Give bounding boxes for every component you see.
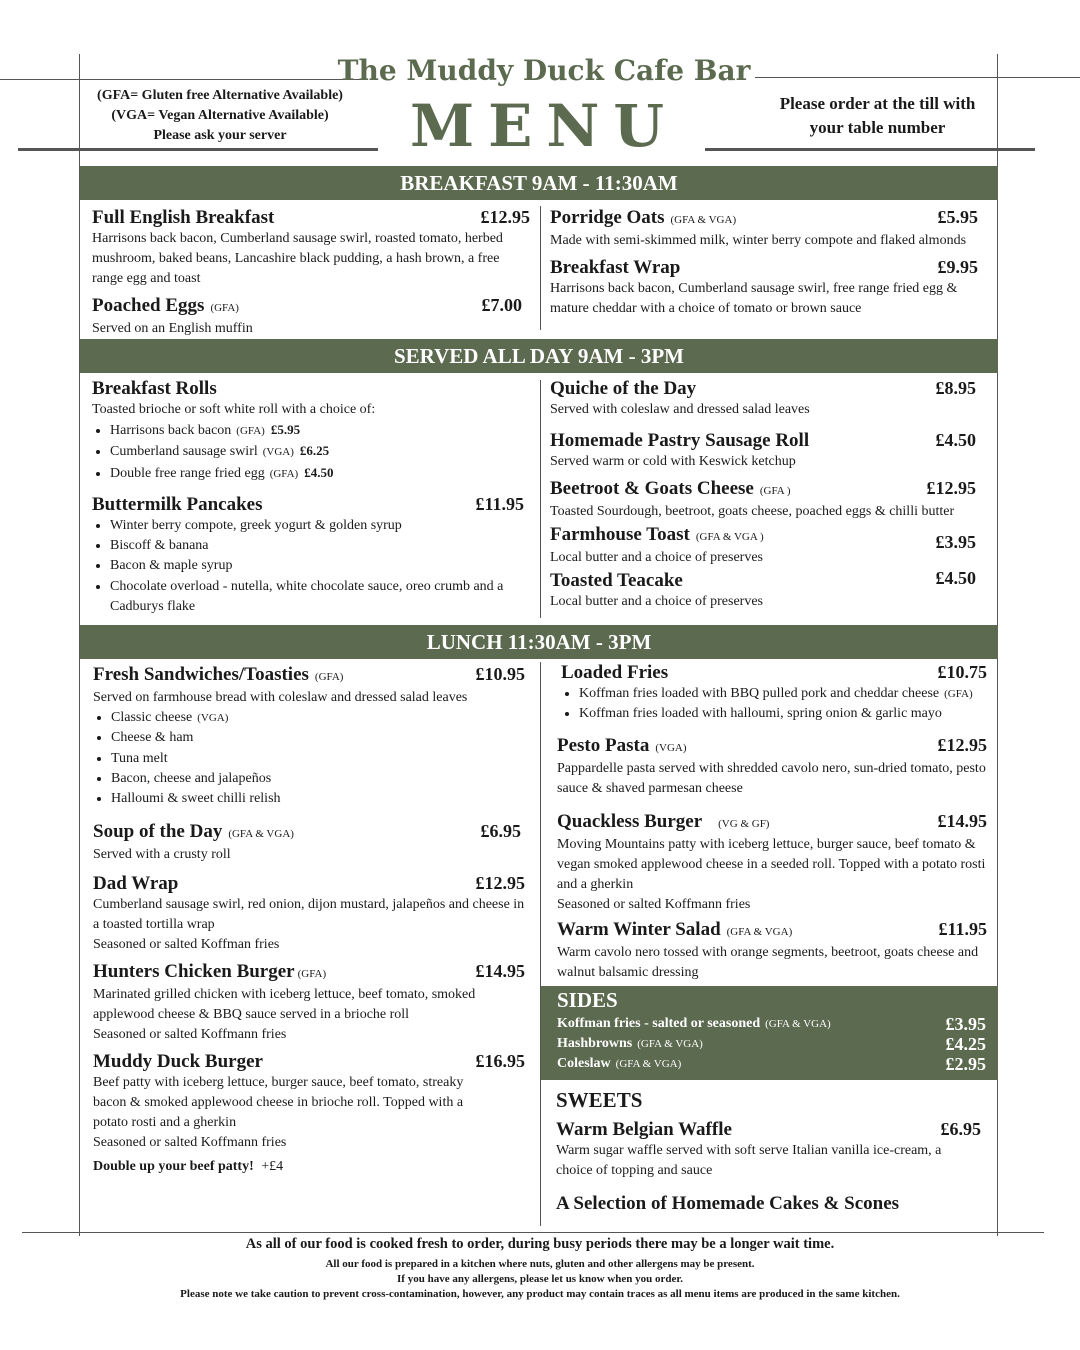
item-description: Made with semi-skimmed milk, winter berry compote and flaked almonds bbox=[550, 233, 967, 248]
menu-item-hunters-chicken-burger bbox=[93, 961, 525, 1045]
vga-note: (VGA= Vegan Alternative Available) bbox=[111, 108, 329, 123]
item-price: £7.00 bbox=[481, 295, 522, 315]
order-at-till-note: Please order at the till with bbox=[779, 94, 976, 113]
header-left-notes bbox=[80, 86, 360, 146]
menu-item-porridge-oats bbox=[550, 207, 978, 251]
option-price: £4.50 bbox=[304, 464, 334, 480]
item-name: Breakfast Rolls bbox=[92, 378, 217, 399]
allday-right-column bbox=[550, 378, 976, 618]
footer-allergen-ask: If you have any allergens, please let us know when you order. bbox=[397, 1273, 683, 1285]
menu-item-loaded-fries bbox=[557, 662, 987, 725]
item-name: Muddy Duck Burger bbox=[93, 1051, 263, 1073]
item-name: Soup of the Day bbox=[93, 821, 223, 843]
item-extra: Seasoned or salted Koffman fries bbox=[93, 937, 280, 953]
menu-item-beetroot-goats-cheese bbox=[550, 478, 976, 522]
list-item: • Biscoff & banana bbox=[110, 536, 524, 556]
item-name: Homemade Pastry Sausage Roll bbox=[550, 430, 810, 451]
list-item: • Koffman fries loaded with halloumi, spring onion & garlic mayo bbox=[579, 704, 987, 724]
list-item: • Cheese & ham bbox=[111, 728, 525, 748]
item-name: Warm Belgian Waffle bbox=[556, 1119, 732, 1140]
item-description: Harrisons back bacon, Cumberland sausage swirl, free range fried egg & mature cheddar with a choice of tomato or brown sauce bbox=[550, 281, 958, 316]
menu-item-sandwiches bbox=[93, 664, 525, 809]
list-item: • Classic cheese (VGA) bbox=[111, 708, 525, 728]
item-price: £10.95 bbox=[475, 664, 525, 684]
item-description: Served on an English muffin bbox=[92, 321, 253, 336]
menu-item-belgian-waffle bbox=[556, 1119, 981, 1181]
item-price: £8.95 bbox=[935, 378, 976, 398]
item-price: £11.95 bbox=[938, 918, 987, 939]
menu-item-quackless-burger bbox=[557, 811, 987, 915]
item-name: Hunters Chicken Burger bbox=[93, 961, 295, 983]
list-item: • Halloumi & sweet chilli relish bbox=[111, 789, 525, 809]
gfa-note: (GFA= Gluten free Alternative Available) bbox=[97, 88, 343, 103]
item-name: Porridge Oats bbox=[550, 207, 665, 228]
item-name: Poached Eggs bbox=[92, 295, 205, 316]
item-description: Served warm or cold with Keswick ketchup bbox=[550, 454, 796, 469]
item-price: £14.95 bbox=[475, 961, 525, 982]
menu-item-toasted-teacake bbox=[550, 570, 976, 612]
dietary-tag: (GFA) bbox=[210, 302, 239, 314]
item-description: Served with a crusty roll bbox=[93, 847, 231, 863]
list-item: • Tuna melt bbox=[111, 749, 525, 769]
allday-heading: SERVED ALL DAY 9AM - 3PM bbox=[80, 339, 998, 373]
item-description: Marinated grilled chicken with iceberg lettuce, beef tomato, smoked applewood cheese & BBQ sauce served in a brioche roll bbox=[93, 987, 476, 1023]
item-description: Served on farmhouse bread with coleslaw and dressed salad leaves bbox=[93, 690, 468, 705]
option-price: £5.95 bbox=[270, 422, 301, 437]
list-item: • Chocolate overload - nutella, white chocolate sauce, oreo crumb and a Cadburys flake bbox=[110, 577, 524, 618]
dietary-tag: (GFA & VGA) bbox=[726, 925, 793, 938]
item-name: Full English Breakfast bbox=[92, 207, 275, 228]
menu-item-muddy-duck-burger bbox=[93, 1051, 525, 1177]
item-price: £6.95 bbox=[480, 821, 521, 842]
item-name: Quackless Burger bbox=[557, 810, 703, 832]
dietary-tag: (GFA) bbox=[314, 671, 344, 683]
dietary-tag: (VG & GF) bbox=[718, 817, 770, 830]
item-price: £4.50 bbox=[935, 430, 976, 450]
item-extra: Seasoned or salted Koffmann fries bbox=[557, 896, 751, 912]
menu-item-dad-wrap bbox=[93, 873, 525, 955]
list-item: • Double free range fried egg (GFA) £4.50 bbox=[110, 463, 524, 484]
side-price: £3.95 bbox=[945, 1014, 986, 1034]
footer-rule bbox=[22, 1232, 1044, 1233]
item-name: Dad Wrap bbox=[93, 873, 179, 895]
item-description: Warm cavolo nero tossed with orange segments, beetroot, goats cheese and walnut balsamic dressing bbox=[557, 944, 979, 980]
table-number-note: your table number bbox=[809, 118, 946, 137]
menu-item-quiche bbox=[550, 378, 976, 420]
item-name: Loaded Fries bbox=[561, 662, 669, 683]
item-description: Local butter and a choice of preserves bbox=[550, 594, 764, 609]
menu-item-warm-winter-salad bbox=[557, 919, 987, 983]
item-price: £11.95 bbox=[475, 493, 524, 514]
menu-item-poached-eggs bbox=[92, 295, 522, 339]
item-description: Harrisons back bacon, Cumberland sausage swirl, roasted tomato, herbed mushroom, baked beans, Lancashire black pudding, a hash brown, a free range egg and toast bbox=[92, 231, 503, 286]
item-extra: Seasoned or salted Koffmann fries bbox=[93, 1027, 287, 1043]
lunch-left-column bbox=[93, 664, 525, 1183]
item-description: Pappardelle pasta served with shredded cavolo nero, sun-dried tomato, pesto sauce & shaved parmesan cheese bbox=[557, 760, 986, 796]
item-description: Served with coleslaw and dressed salad leaves bbox=[550, 402, 810, 417]
cakes-and-scones: A Selection of Homemade Cakes & Scones bbox=[556, 1193, 900, 1214]
item-price: £16.95 bbox=[475, 1051, 525, 1072]
menu-item-soup bbox=[93, 821, 521, 865]
item-price: £5.95 bbox=[937, 207, 978, 227]
roll-options-list bbox=[92, 420, 524, 484]
item-price: £10.75 bbox=[937, 662, 987, 682]
sides-panel bbox=[541, 986, 998, 1080]
item-description: Local butter and a choice of preserves bbox=[550, 550, 764, 565]
list-item: • Bacon & maple syrup bbox=[110, 556, 524, 576]
item-price: £12.95 bbox=[926, 478, 976, 498]
item-name: Buttermilk Pancakes bbox=[92, 493, 263, 515]
breakfast-heading: BREAKFAST 9AM - 11:30AM bbox=[80, 166, 998, 200]
item-price: £3.95 bbox=[935, 532, 976, 552]
item-extra: Seasoned or salted Koffmann fries bbox=[93, 1135, 287, 1151]
item-name: Pesto Pasta bbox=[557, 734, 650, 756]
dietary-tag: (GFA & VGA) bbox=[670, 214, 737, 226]
item-name: Toasted Teacake bbox=[550, 570, 683, 591]
footer-allergen-note: All our food is prepared in a kitchen where nuts, gluten and other allergens may be present. bbox=[325, 1258, 755, 1270]
menu-heading: MENU bbox=[409, 92, 678, 160]
item-name: Warm Winter Salad bbox=[557, 918, 721, 940]
header-rule-top-right bbox=[755, 77, 1080, 78]
menu-item-farmhouse-toast bbox=[550, 524, 976, 568]
side-item-coleslaw: Coleslaw (GFA & VGA) £2.95 bbox=[557, 1054, 986, 1074]
list-item: • Koffman fries loaded with BBQ pulled pork and cheddar cheese (GFA) bbox=[579, 684, 987, 704]
column-divider-breakfast bbox=[540, 206, 541, 330]
item-price: £14.95 bbox=[937, 810, 987, 831]
footer-cross-contamination: Please note we take caution to prevent cross-contamination, however, any product may contain traces as all menu items are produced in the same kitchen. bbox=[180, 1288, 900, 1300]
item-name: Farmhouse Toast bbox=[550, 524, 690, 545]
list-item: • Winter berry compote, greek yogurt & golden syrup bbox=[110, 516, 524, 536]
sweets-heading: SWEETS bbox=[556, 1088, 643, 1112]
item-price: £9.95 bbox=[937, 257, 978, 277]
dietary-tag: (GFA ) bbox=[759, 485, 791, 497]
lunch-right-column bbox=[557, 662, 987, 989]
item-description: Moving Mountains patty with iceberg lettuce, burger sauce, beef tomato & vegan smoked applewood cheese in a seeded roll. Topped with a potato rosti and a gherkin bbox=[557, 836, 986, 892]
cafe-title: The Muddy Duck Cafe Bar bbox=[337, 54, 751, 87]
list-item: • Harrisons back bacon (GFA) £5.95 bbox=[110, 420, 524, 441]
breakfast-left-column bbox=[92, 207, 530, 345]
footer-main-note: As all of our food is cooked fresh to order, during busy periods there may be a longer wait time. bbox=[245, 1236, 835, 1252]
item-name: Fresh Sandwiches/Toasties bbox=[93, 664, 309, 685]
column-divider-allday bbox=[540, 380, 541, 618]
column-divider-lunch bbox=[540, 662, 541, 1226]
ask-server-note: Please ask your server bbox=[153, 128, 287, 143]
dietary-tag: (VGA) bbox=[655, 741, 687, 754]
dietary-tag: (GFA & VGA ) bbox=[695, 531, 764, 543]
item-description: Beef patty with iceberg lettuce, burger sauce, beef tomato, streaky bacon & smoked applewood cheese in brioche roll. Topped with a potato rosti and a gherkin bbox=[93, 1075, 464, 1131]
side-item-koffman-fries: Koffman fries - salted or seasoned (GFA & VGA) £3.95 bbox=[557, 1014, 986, 1034]
fries-options-list bbox=[561, 684, 987, 725]
sides-heading: SIDES bbox=[557, 988, 618, 1012]
allday-left-column bbox=[92, 378, 524, 623]
item-name: Quiche of the Day bbox=[550, 378, 697, 399]
item-price: £12.95 bbox=[475, 873, 525, 894]
sandwich-options-list bbox=[93, 708, 525, 809]
side-price: £4.25 bbox=[945, 1034, 986, 1054]
dietary-tag: (GFA & VGA) bbox=[228, 828, 294, 841]
item-name: Beetroot & Goats Cheese bbox=[550, 478, 754, 499]
menu-item-buttermilk-pancakes bbox=[92, 494, 524, 617]
item-price: £12.95 bbox=[937, 734, 987, 755]
breakfast-right-column bbox=[550, 207, 978, 325]
pancake-options-list bbox=[92, 516, 524, 617]
list-item: • Bacon, cheese and jalapeños bbox=[111, 769, 525, 789]
side-item-hashbrowns: Hashbrowns (GFA & VGA) £4.25 bbox=[557, 1034, 986, 1054]
header-right-notes bbox=[745, 92, 1010, 140]
sweets-section bbox=[556, 1088, 981, 1215]
item-description: Cumberland sausage swirl, red onion, dijon mustard, jalapeños and cheese in a toasted tortilla wrap bbox=[93, 897, 525, 933]
item-description: Warm sugar waffle served with soft serve Italian vanilla ice-cream, a choice of topping and sauce bbox=[556, 1143, 942, 1178]
menu-item-breakfast-wrap bbox=[550, 257, 978, 319]
item-name: Breakfast Wrap bbox=[550, 257, 681, 278]
list-item: • Cumberland sausage swirl (VGA) £6.25 bbox=[110, 441, 524, 462]
menu-item-pesto-pasta bbox=[557, 735, 987, 799]
item-description: Toasted Sourdough, beetroot, goats cheese, poached eggs & chilli butter bbox=[550, 504, 955, 519]
item-price: £12.95 bbox=[480, 207, 530, 227]
menu-item-full-english bbox=[92, 207, 530, 289]
lunch-heading: LUNCH 11:30AM - 3PM bbox=[80, 625, 998, 659]
option-price: £6.25 bbox=[299, 443, 330, 459]
item-price: £6.95 bbox=[940, 1119, 981, 1139]
item-price: £4.50 bbox=[935, 568, 976, 588]
side-price: £2.95 bbox=[945, 1054, 986, 1074]
item-description: Toasted brioche or soft white roll with a choice of: bbox=[92, 402, 376, 417]
menu-item-sausage-roll bbox=[550, 430, 976, 472]
double-up-note: Double up your beef patty! +£4 bbox=[93, 1159, 284, 1175]
dietary-tag: (GFA) bbox=[297, 968, 327, 981]
menu-item-breakfast-rolls bbox=[92, 378, 524, 484]
header-rule-bottom-left bbox=[18, 148, 378, 151]
